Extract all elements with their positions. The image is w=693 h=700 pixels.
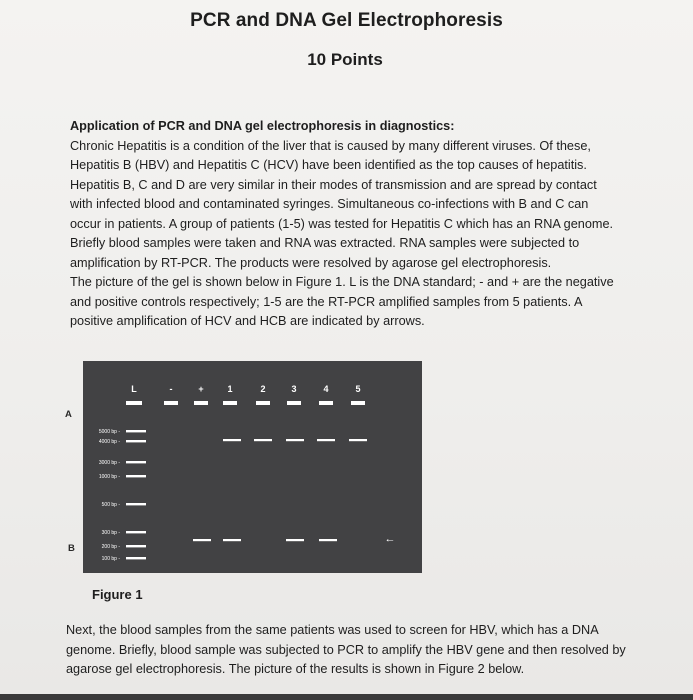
ladder-label-200: 200 bp - — [101, 544, 120, 550]
band-lane1-low — [223, 539, 241, 541]
band-lane4-low — [319, 539, 337, 541]
ladder-band-4000 — [126, 440, 146, 442]
band-lane1-high — [223, 439, 241, 441]
lane-label-3: 3 — [291, 384, 297, 394]
lane-label-2: 2 — [260, 384, 266, 394]
band-lane5-high — [349, 439, 367, 441]
well-3 — [287, 401, 301, 405]
ladder-label-3000: 3000 bp - — [98, 460, 120, 466]
well-neg — [164, 401, 178, 405]
band-lane4-high — [317, 439, 335, 441]
lane-label-4: 4 — [323, 384, 329, 394]
side-label-a: A — [65, 409, 72, 420]
page-bottom-edge — [0, 694, 693, 700]
band-lane2-high — [254, 439, 272, 441]
ladder-label-300: 300 bp - — [101, 530, 120, 536]
well-5 — [351, 401, 365, 405]
lane-label-pos: + — [198, 384, 204, 394]
well-4 — [319, 401, 333, 405]
intro-section — [70, 117, 615, 332]
gel-electrophoresis-image — [83, 361, 422, 573]
ladder-label-100: 100 bp - — [101, 556, 120, 562]
figure-caption: Figure 1 — [92, 587, 143, 602]
ladder-band-500 — [126, 503, 146, 505]
page-title: PCR and DNA Gel Electrophoresis — [190, 10, 503, 31]
band-pos-low — [193, 539, 211, 541]
ladder-label-500: 500 bp - — [101, 502, 120, 508]
ladder-band-5000 — [126, 430, 146, 432]
ladder-label-1000: 1000 bp - — [98, 474, 120, 480]
ladder-band-3000 — [126, 461, 146, 463]
intro-paragraph: Chronic Hepatitis is a condition of the liver that is caused by many different viruses. Of these, Hepatitis B (HBV) and Hepatitis C (HCV) have been identified as the top causes of hepatitis. Hepatitis B, C and D are very similar in their modes of transmission and are spread by contact with infected blood and contaminated syringes. Simultaneous co-infections with B and C can occur in patients. A group of patients (1-5) was tested for Hepatitis C which has an RNA genome. Briefly blood samples were taken and RNA was extracted. RNA samples were subjected to amplification by RT-PCR. The products were resolved by agarose gel electrophoresis. — [70, 138, 614, 270]
section-heading: Application of PCR and DNA gel electrophoresis in diagnostics: — [70, 119, 455, 133]
lane-label-5: 5 — [355, 384, 361, 394]
arrow-icon: ← — [384, 533, 396, 545]
ladder-band-300 — [126, 531, 146, 533]
lane-label-L: L — [131, 384, 137, 394]
lane-label-1: 1 — [227, 384, 233, 394]
well-1 — [223, 401, 237, 405]
band-lane3-high — [286, 439, 304, 441]
ladder-label-4000: 4000 bp - — [98, 439, 120, 445]
points-label: 10 Points — [307, 50, 383, 69]
lane-label-neg: - — [169, 384, 173, 394]
well-pos — [194, 401, 208, 405]
ladder-label-5000: 5000 bp - — [98, 429, 120, 435]
followup-paragraph: Next, the blood samples from the same patients was used to screen for HBV, which has a DNA genome. Briefly, blood sample was subjected to PCR to amplify the HBV gene and then resolved by agarose gel electrophoresis. The picture of the results is shown in Figure 2 below. — [66, 623, 626, 676]
ladder-band-1000 — [126, 475, 146, 477]
well-L — [126, 401, 142, 405]
gel-description-paragraph: The picture of the gel is shown below in Figure 1. L is the DNA standard; - and + are the negative and positive controls respectively; 1-5 are the RT-PCR amplified samples from 5 patients. A positive amplification of HCV and HCB are indicated by arrows. — [70, 275, 614, 328]
ladder-band-100 — [126, 557, 146, 559]
side-label-b: B — [68, 543, 75, 554]
ladder-band-200 — [126, 545, 146, 547]
band-lane3-low — [286, 539, 304, 541]
well-2 — [256, 401, 270, 405]
